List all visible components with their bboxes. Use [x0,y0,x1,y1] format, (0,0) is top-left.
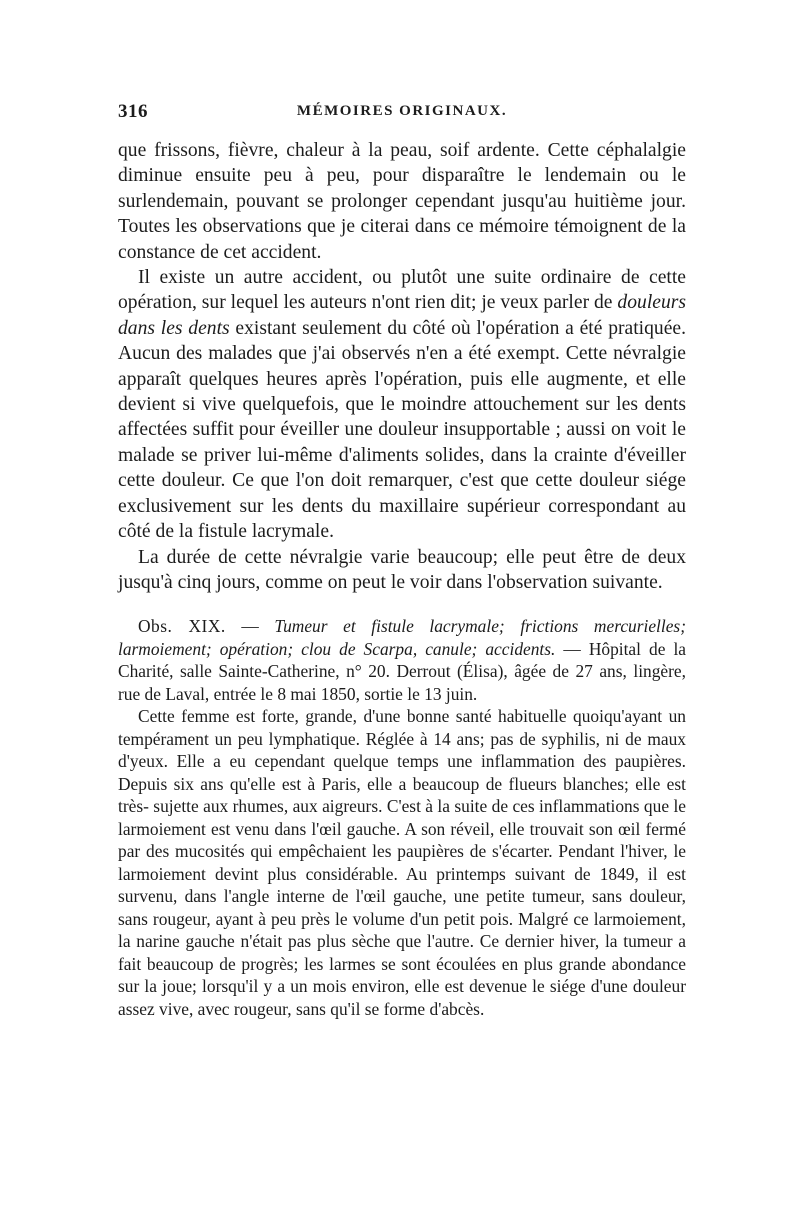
paragraph-continued: que frissons, fièvre, chaleur à la peau, soif ardente. Cette céphalalgie diminue ensuite peu à peu, pour disparaître le lendemain ou le surlendemain, pouvant se prolonger cependant jusqu'au huitième jour. Toutes les observations que je citerai dans ce mémoire témoignent de la constance de cet accident. [118,140,686,263]
observation-intro-text: — Hôpital de la Charité, salle Sainte-Catherine, n° 20. Derrout (Élisa), âgée de 27 ans, lingère, rue de Laval, entrée le 8 mai 1850, sortie le 13 juin. [118,638,686,704]
running-head: MÉMOIRES ORIGINAUX. [296,103,508,119]
emphasis-douleurs-dans-les-dents: douleurs dans les dents [118,292,686,339]
observation-block [118,615,686,1020]
page-number: 316 [118,101,148,122]
paragraph-toothache [118,265,686,544]
paragraph-duration: La durée de cette névralgie varie beaucoup; elle peut être de deux jusqu'à cinq jours, comme on peut le voir dans l'observation suivante. [118,546,686,593]
paragraph-toothache-before: Il existe un autre accident, ou plutôt une suite ordinaire de cette opération, sur lequel les auteurs n'ont rien dit; je veux parler de [118,267,686,314]
main-text [118,138,686,595]
observation-intro [118,615,686,705]
observation-dash: — [225,616,275,637]
body-text [118,138,686,1020]
page-header [118,101,686,131]
observation-case-paragraph: Cette femme est forte, grande, d'une bonne santé habituelle quoiqu'ayant un tempérament un peu lymphatique. Réglée à 14 ans; pas de syphilis, ni de maux d'yeux. Elle a eu cependant quelque temps une inflammation des paupières. Depuis six ans qu'elle est à Paris, elle a beaucoup de flueurs blanches; elle est très- sujette aux rhumes, aux aigreurs. C'est à la suite de ces inflammations que le larmoiement est venu dans l'œil gauche. A son réveil, elle trouvait son œil fermé par des mucosités qui empêchaient les paupières de s'écarter. Pendant l'hiver, le larmoiement devint plus considérable. Au printemps suivant de 1849, il est survenu, dans l'angle interne de l'œil gauche, une petite tumeur, sans douleur, sans rougeur, ayant à peu près le volume d'un petit pois. Malgré ce larmoiement, la narine gauche n'était pas plus sèche que l'autre. Ce dernier hiver, la tumeur a fait beaucoup de progrès; les larmes se sont écoulées en plus grande abondance sur la joue; lorsqu'il y a un mois environ, elle est devenue le siége d'une douleur assez vive, avec rougeur, sans qu'il se forme d'abcès. [118,706,686,1019]
paragraph-toothache-after: existant seulement du côté où l'opération a été pratiquée. Aucun des malades que j'ai observés n'en a été exempt. Cette névralgie apparaît quelques heures après l'opération, puis elle augmente, et elle devient si vive quelquefois, que le moindre attouchement sur les dents affectées suffit pour éveiller une douleur insupportable ; aussi on voit le malade se priver lui-même d'aliments solides, dans la crainte d'éveiller cette douleur. Ce que l'on doit remarquer, c'est que cette douleur siége exclusivement sur les dents du maxillaire supérieur correspondant au côté de la fistule lacrymale. [118,317,686,543]
observation-heading: Tumeur et fistule lacrymale; frictions mercurielles; larmoiement; opération; clou de Scarpa, canule; accidents. [118,616,686,659]
observation-label: Obs. XIX. [138,616,226,637]
